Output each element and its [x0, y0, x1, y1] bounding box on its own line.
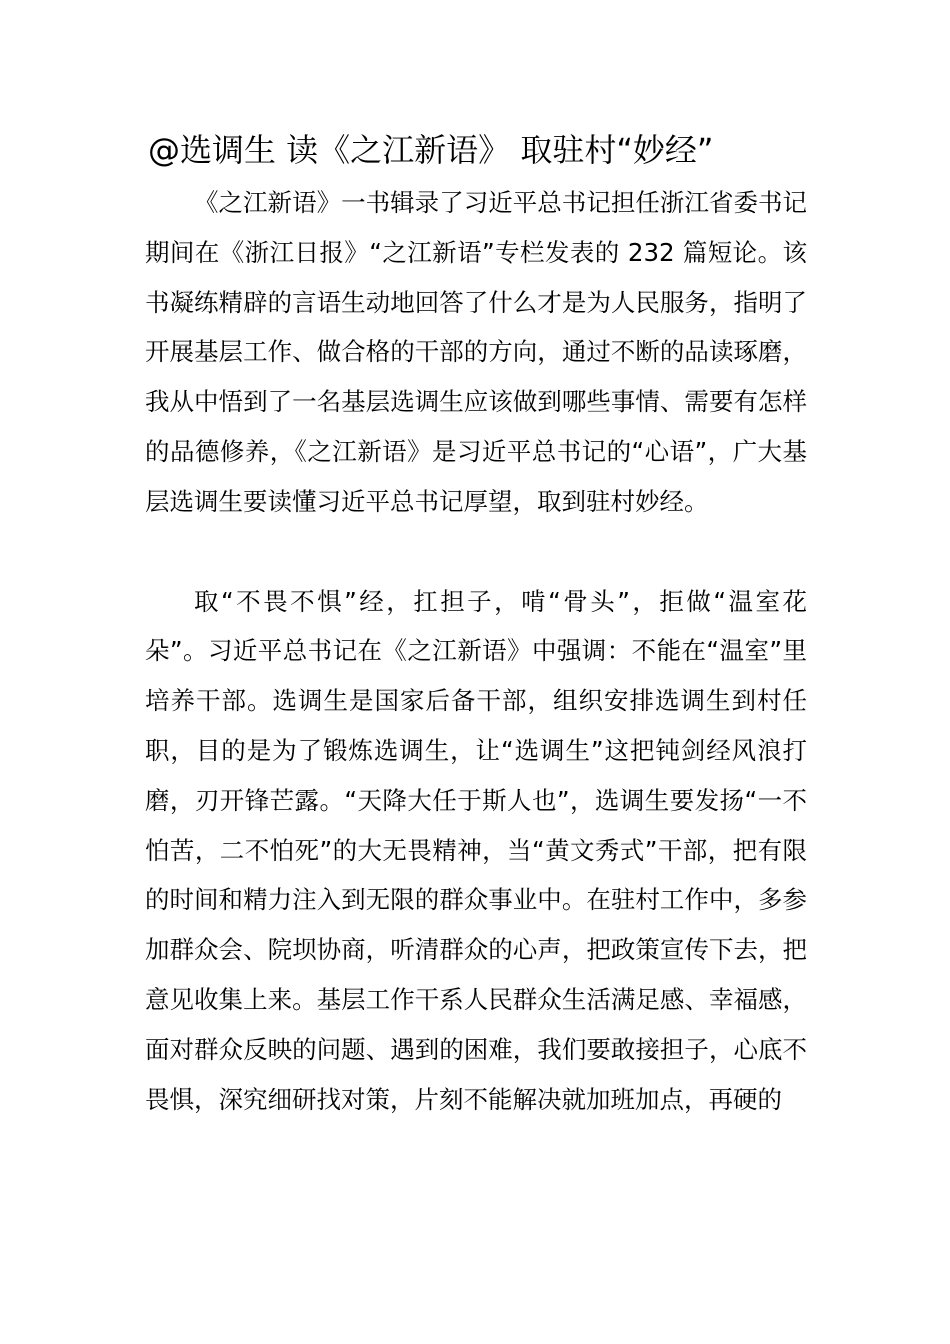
paragraph-spacer [145, 527, 807, 577]
paragraph-intro: 《之江新语》一书辑录了习近平总书记担任浙江省委书记期间在《浙江日报》“之江新语”专栏发表的 232 篇短论。该书凝练精辟的言语生动地回答了什么才是为人民服务，指明了开展基层工作、做合格的干部的方向，通过不断的品读琢磨，我从中悟到了一名基层选调生应该做到哪些事情、需要有怎样的品德修养，《之江新语》是习近平总书记的“心语”，广大基层选调生要读懂习近平总书记厚望，取到驻村妙经。 [145, 188, 807, 516]
document-title: @选调生 读《之江新语》 取驻村“妙经” [148, 131, 714, 169]
document-body [145, 178, 807, 1124]
paragraph-section-1: 取“不畏不惧”经，扛担子，啃“骨头”，拒做“温室花朵”。习近平总书记在《之江新语》中强调：不能在“温室”里培养干部。选调生是国家后备干部，组织安排选调生到村任职，目的是为了锻炼选调生，让“选调生”这把钝剑经风浪打磨，刃开锋芒露。“天降大任于斯人也”，选调生要发扬“一不怕苦，二不怕死”的大无畏精神，当“黄文秀式”干部，把有限的时间和精力注入到无限的群众事业中。在驻村工作中，多参加群众会、院坝协商，听清群众的心声，把政策宣传下去，把意见收集上来。基层工作干系人民群众生活满足感、幸福感，面对群众反映的问题、遇到的困难，我们要敢接担子，心底不畏惧，深究细研找对策，片刻不能解决就加班加点，再硬的 [145, 586, 807, 1114]
